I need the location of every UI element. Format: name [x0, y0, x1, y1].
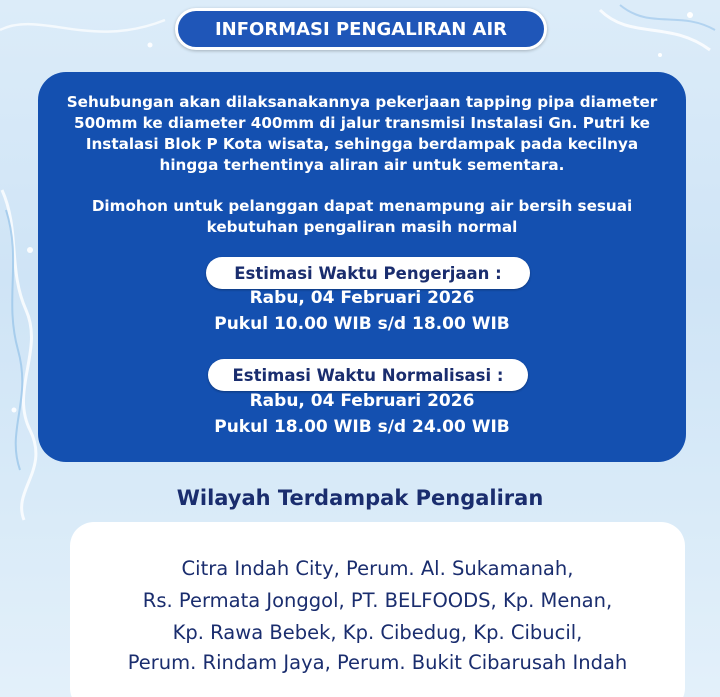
notice-paragraph-2-line: Dimohon untuk pelanggan dapat menampung air bersih sesuai — [91, 197, 633, 215]
affected-areas-heading: Wilayah Terdampak Pengaliran — [176, 486, 544, 510]
work-estimate-time: Pukul 10.00 WIB s/d 18.00 WIB — [214, 314, 510, 334]
affected-area-line: Citra Indah City, Perum. Al. Sukamanah, — [181, 557, 574, 580]
notice-paragraph-1-line: hingga terhentinya aliran air untuk sementara. — [159, 156, 565, 174]
affected-area-line: Perum. Rindam Jaya, Perum. Bukit Cibarusah Indah — [127, 651, 628, 674]
notice-paragraph-1-line: Instalasi Blok P Kota wisata, sehingga berdampak pada kecilnya — [85, 135, 639, 153]
normalization-estimate-date: Rabu, 04 Februari 2026 — [249, 391, 475, 411]
notice-paragraph-1 — [38, 92, 686, 176]
affected-area-line: Rs. Permata Jonggol, PT. BELFOODS, Kp. Menan, — [142, 589, 613, 612]
normalization-estimate-time: Pukul 18.00 WIB s/d 24.00 WIB — [214, 417, 510, 437]
notice-paragraph-1-line: Sehubungan akan dilaksanakannya pekerjaan tapping pipa diameter — [66, 93, 658, 111]
affected-areas-panel — [70, 522, 685, 697]
notice-paragraph-2 — [38, 196, 686, 238]
water-splash-top-right-decoration — [590, 0, 720, 70]
notice-panel — [38, 72, 686, 462]
water-splash-top-left-decoration — [0, 0, 170, 70]
water-splash-left-decoration — [0, 170, 40, 530]
notice-paragraph-1-line: 500mm ke diameter 400mm di jalur transmisi Instalasi Gn. Putri ke — [74, 114, 650, 132]
work-estimate-label: Estimasi Waktu Pengerjaan : — [206, 257, 530, 289]
page-title: INFORMASI PENGALIRAN AIR — [175, 8, 547, 50]
normalization-estimate-label: Estimasi Waktu Normalisasi : — [208, 359, 528, 391]
affected-area-line: Kp. Rawa Bebek, Kp. Cibedug, Kp. Cibucil, — [172, 621, 583, 644]
notice-paragraph-2-line: kebutuhan pengaliran masih normal — [206, 218, 518, 236]
work-estimate-date: Rabu, 04 Februari 2026 — [249, 288, 475, 308]
